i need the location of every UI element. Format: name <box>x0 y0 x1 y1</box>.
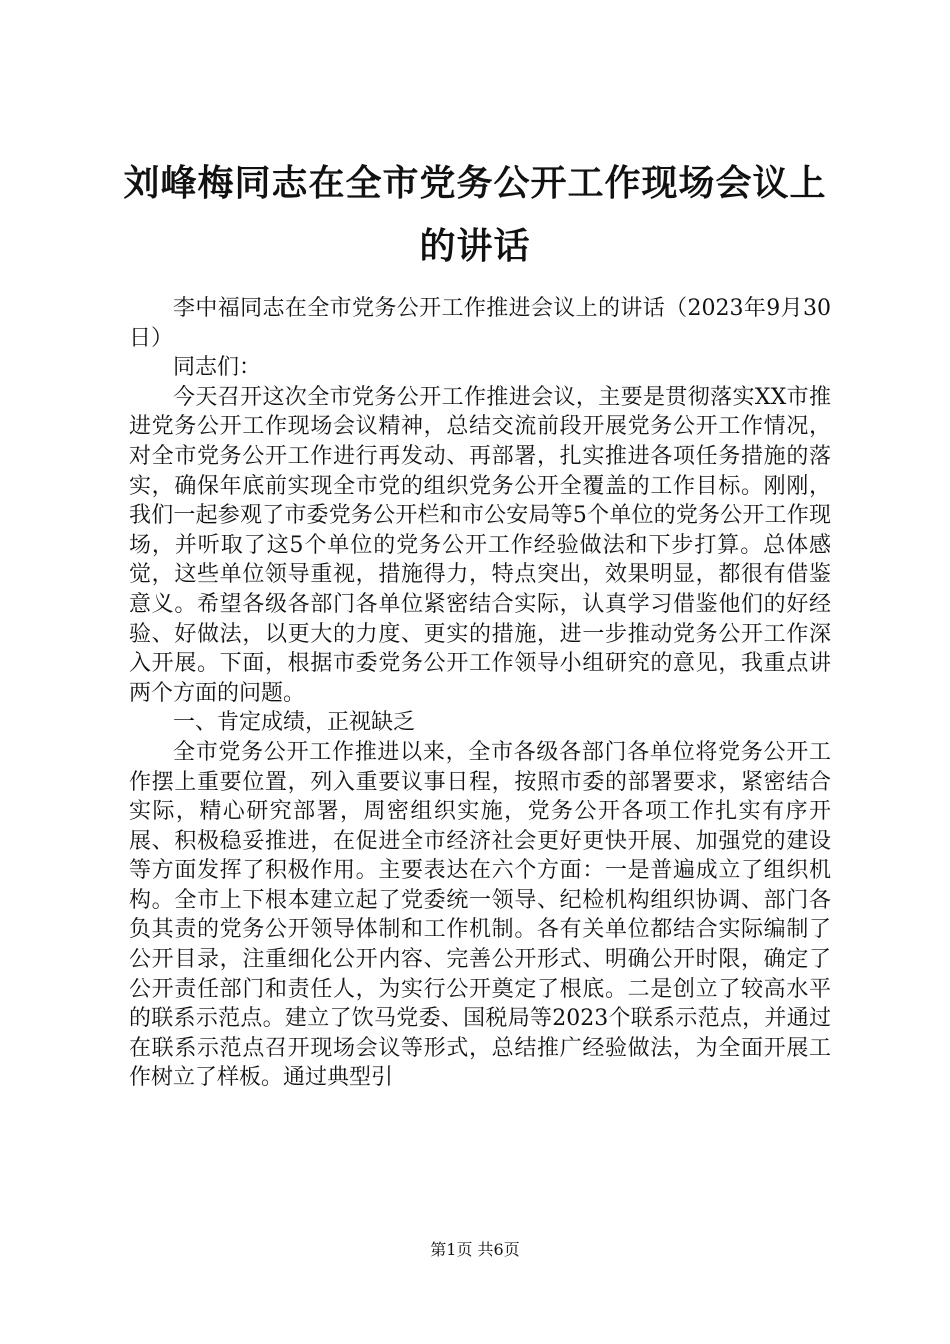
document-title: 刘峰梅同志在全市党务公开工作现场会议上的讲话 <box>123 163 827 267</box>
salutation: 同志们： <box>173 355 262 381</box>
speech-subtitle: 李中福同志在全市党务公开工作推进会议上的讲话（2023年9月30日） <box>129 296 831 351</box>
body-paragraph: 全市党务公开工作推进以来，全市各级各部门各单位将党务公开工作摆上重要位置，列入重要议事日程，按照市委的部署要求，紧密结合实际，精心研究部署，周密组织实施，党务公开各项工作扎实有序开展、积极稳妥推进，在促进全市经济社会更好更快开展、加强党的建设等方面发挥了积极作用。主要表达在六个方面：一是普遍成立了组织机构。全市上下根本建立起了党委统一领导、纪检机构组织协调、部门各负其责的党务公开领导体制和工作机制。各有关单位都结合实际编制了公开目录，注重细化公开内容、完善公开形式、明确公开时限，确定了公开责任部门和责任人，为实行公开奠定了根底。二是创立了较高水平的联系示范点。建立了饮马党委、国税局等2023个联系示范点，并通过在联系示范点召开现场会议等形式，总结推广经验做法，为全面开展工作树立了样板。通过典型引 <box>129 739 831 1091</box>
page-number-footer: 第1页 共6页 <box>430 1240 520 1259</box>
document-body <box>129 294 831 1093</box>
body-paragraph: 今天召开这次全市党务公开工作推进会议，主要是贯彻落实XX市推进党务公开工作现场会议精神，总结交流前段开展党务公开工作情况，对全市党务公开工作进行再发动、再部署，扎实推进各项任务措施的落实，确保年底前实现全市党的组织党务公开全覆盖的工作目标。刚刚，我们一起参观了市委党务公开栏和市公安局等5个单位的党务公开工作现场，并听取了这5个单位的党务公开工作经验做法和下步打算。总体感觉，这些单位领导重视，措施得力，特点突出，效果明显，都很有借鉴意义。希望各级各部门各单位紧密结合实际，认真学习借鉴他们的好经验、好做法，以更大的力度、更实的措施，进一步推动党务公开工作深入开展。下面，根据市委党务公开工作领导小组研究的意见，我重点讲两个方面的问题。 <box>129 384 831 706</box>
section-heading: 一、肯定成绩，正视缺乏 <box>173 710 416 736</box>
